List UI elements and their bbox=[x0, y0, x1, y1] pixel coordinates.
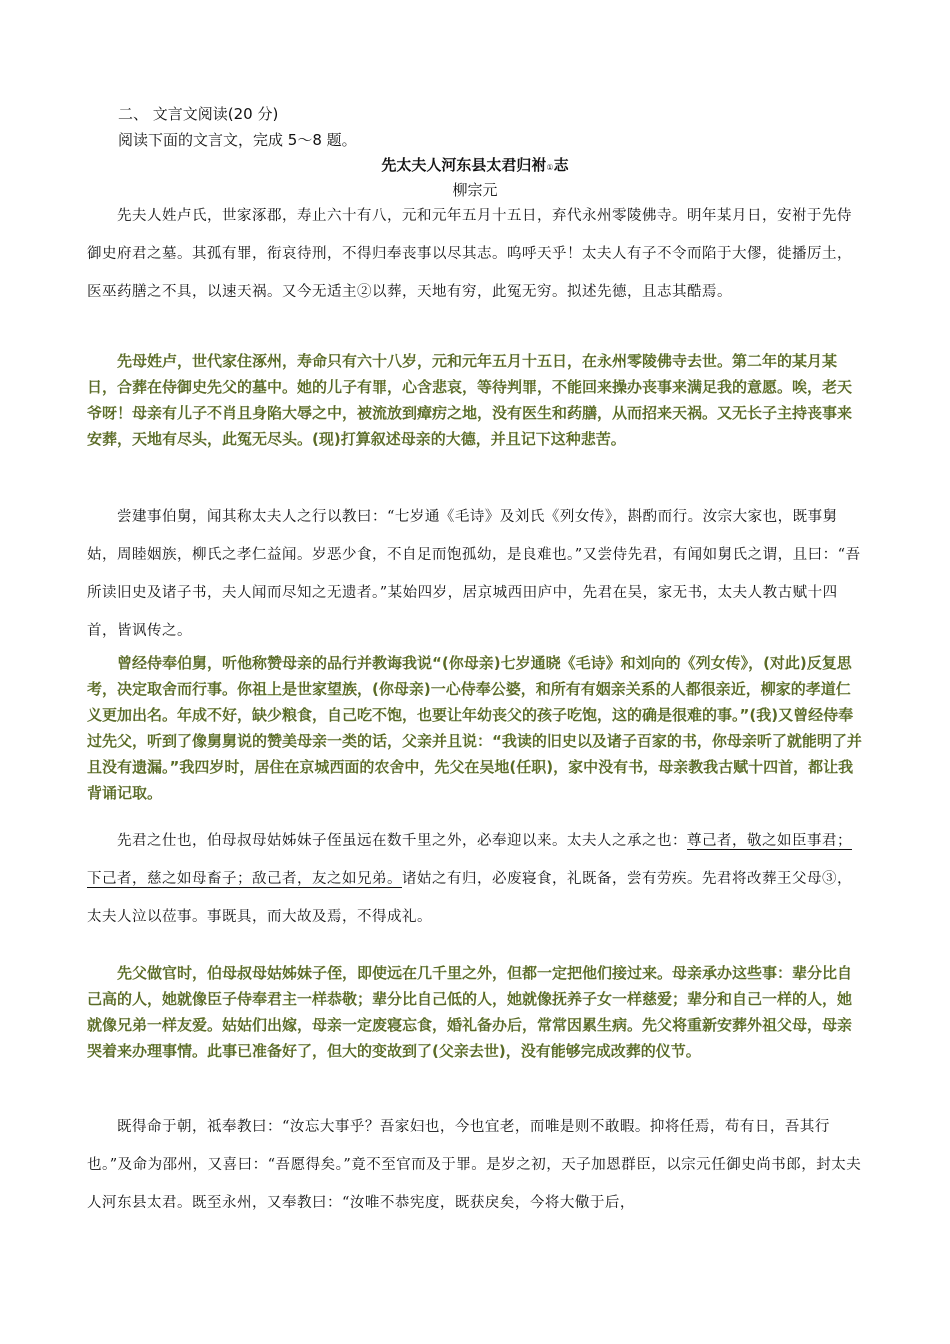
translation-paragraph-1 bbox=[87, 348, 865, 452]
reading-instruction: 阅读下面的文言文，完成 5～8 题。 bbox=[118, 131, 357, 149]
footnote-marker: ① bbox=[546, 163, 554, 172]
translation-paragraph-2 bbox=[87, 650, 865, 806]
original-paragraph-3 bbox=[87, 822, 863, 936]
original-text: 尝建事伯舅，闻其称太夫人之行以教曰：“七岁通《毛诗》及刘氏《列女传》，斟酌而行。汝宗大家也，既事舅姑，周睦姻族，柳氏之孝仁益闻。岁恶少食，不自足而饱孤幼，是良难也。”又尝侍先君，有闻如舅氏之谓，且曰：“吾所读旧史及诸子书，夫人闻而尽知之无遗者。”某始四岁，居京城西田庐中，先君在吴，家无书，太夫人教古赋十四首，皆讽传之。 bbox=[87, 509, 861, 639]
original-text-part: 诸姑之有归，必废寝食，礼既备，尝有劳疾。先君将改葬王父母③，太夫人泣以莅事。事既具，而大故及焉，不得成礼。 bbox=[87, 871, 852, 925]
translation-text: 先母姓卢，世代家住涿州，寿命只有六十八岁，元和元年五月十五日，在永州零陵佛寺去世。第二年的某月某日，合葬在侍御史先父的墓中。她的儿子有罪，心含悲哀，等待判罪，不能回来操办丧事来满足我的意愿。唉，老天爷呀！母亲有儿子不肖且身陷大辱之中，被流放到瘴疠之地，没有医生和药膳，从而招来天祸。又无长子主持丧事来安葬，天地有尽头，此冤无尽头。(现)打算叙述母亲的大德，并且记下这种悲苦。 bbox=[87, 352, 853, 448]
original-paragraph-2 bbox=[87, 498, 863, 650]
original-text bbox=[87, 822, 863, 936]
translation-text: 先父做官时，伯母叔母姑姊妹子侄，即使远在几千里之外，但都一定把他们接过来。母亲承办这些事：辈分比自己高的人，她就像臣子侍奉君主一样恭敬；辈分比自己低的人，她就像抚养子女一样慈爱；辈分和自己一样的人，她就像兄弟一样友爱。姑姑们出嫁，母亲一定废寝忘食，婚礼备办后，常常因累生病。先父将重新安葬外祖父母，母亲哭着来办理事情。此事已准备好了，但大的变故到了(父亲去世)，没有能够完成改葬的仪节。 bbox=[87, 964, 853, 1060]
passage-title-text: 先太夫人河东县太君归祔 bbox=[381, 156, 547, 174]
underlined-sentence: 尊己者，敬之如臣事君；下己者，慈之如母畜子；敌己者，友之如兄弟。 bbox=[87, 833, 852, 887]
original-text-part: 先君之仕也，伯母叔母姑姊妹子侄虽远在数千里之外，必奉迎以来。太夫人之承之也： bbox=[117, 833, 687, 849]
passage-author: 柳宗元 bbox=[452, 181, 498, 199]
original-text: 先夫人姓卢氏，世家涿郡，寿止六十有八，元和元年五月十五日，弃代永州零陵佛寺。明年某月日，安祔于先侍御史府君之墓。其孤有罪，衔哀待刑，不得归奉丧事以尽其志。呜呼天乎！太夫人有子不令而陷于大僇，徙播厉土，医巫药膳之不具，以速天祸。又今无适主②以葬，天地有穷，此冤无穷。拟述先德，且志其酷焉。 bbox=[87, 208, 852, 300]
original-text: 既得命于朝，祗奉教曰：“汝忘大事乎？吾家妇也，今也宜老，而唯是则不敢暇。抑将任焉，苟有日，吾其行也。”及命为邵州，又喜曰：“吾愿得矣。”竟不至官而及于罪。是岁之初，天子加恩群臣，以宗元任御史尚书郎，封太夫人河东县太君。既至永州，又奉教曰：“汝唯不恭宪度，既获戾矣，今将大儆于后， bbox=[87, 1119, 862, 1211]
passage-title bbox=[0, 154, 950, 175]
translation-text: 曾经侍奉伯舅，听他称赞母亲的品行并教诲我说“(你母亲)七岁通晓《毛诗》和刘向的《列女传》，(对此)反复思考，决定取舍而行事。你祖上是世家望族，(你母亲)一心侍奉公婆，和所有有姻亲关系的人都很亲近，柳家的孝道仁义更加出名。年成不好，缺少粮食，自己吃不饱，也要让年幼丧父的孩子吃饱，这的确是很难的事。”(我)又曾经侍奉过先父，听到了像舅舅说的赞美母亲一类的话，父亲并且说：“我读的旧史以及诸子百家的书，你母亲听了就能明了并且没有遗漏。”我四岁时，居住在京城西面的农舍中，先父在吴地(任职)，家中没有书，母亲教我古赋十四首，都让我背诵记取。 bbox=[87, 654, 862, 802]
original-paragraph-4 bbox=[87, 1108, 863, 1222]
passage-title-end: 志 bbox=[553, 156, 569, 174]
translation-paragraph-3 bbox=[87, 960, 865, 1064]
original-paragraph-1 bbox=[87, 197, 863, 311]
section-title: 二、 文言文阅读(20 分) bbox=[118, 105, 279, 123]
